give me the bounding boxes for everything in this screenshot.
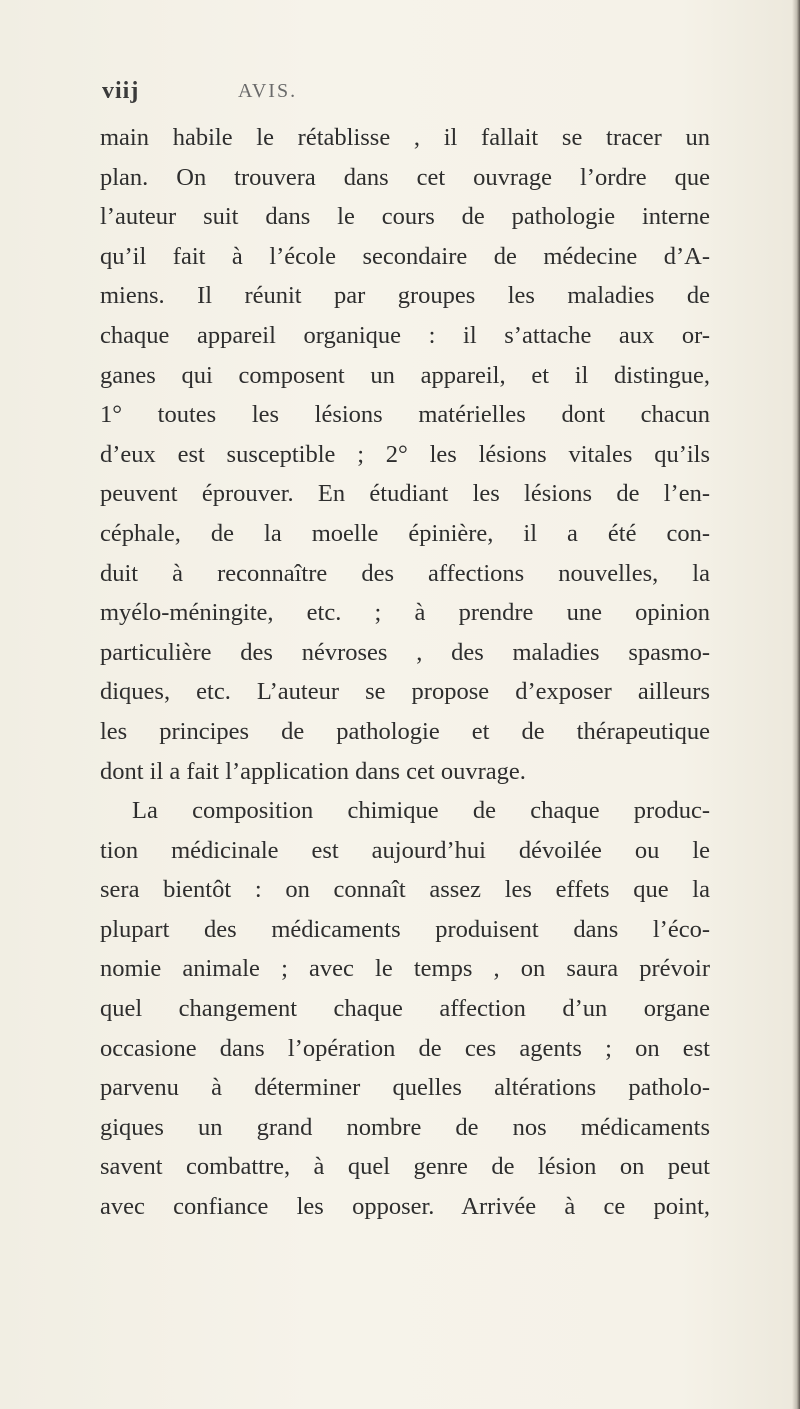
text-line: quel changement chaque affection d’un organe: [100, 995, 710, 1023]
text-line: myélo-méningite, etc. ; à prendre une opinion: [100, 599, 710, 627]
text-line: giques un grand nombre de nos médicaments: [100, 1113, 710, 1141]
text-line: particulière des névroses , des maladies spasmo-: [100, 638, 710, 666]
text-line: chaque appareil organique : il s’attache aux or-: [100, 321, 710, 349]
running-head: AVIS.: [238, 80, 298, 102]
text-line: occasione dans l’opération de ces agents ; on est: [100, 1034, 710, 1062]
text-line-paragraph-start: La composition chimique de chaque produc-: [132, 797, 710, 825]
text-line: les principes de pathologie et de thérapeutique: [100, 717, 710, 745]
body-text: [100, 118, 710, 1227]
text-line: sera bientôt : on connaît assez les effets que la: [100, 876, 710, 904]
text-line: duit à reconnaître des affections nouvelles, la: [100, 559, 710, 587]
text-line: miens. Il réunit par groupes les maladies de: [100, 282, 710, 310]
text-line: avec confiance les opposer. Arrivée à ce point,: [100, 1193, 710, 1221]
page-header: [102, 78, 702, 108]
text-line: céphale, de la moelle épinière, il a été con-: [100, 519, 710, 547]
text-line: plan. On trouvera dans cet ouvrage l’ordre que: [100, 163, 710, 191]
text-line: d’eux est susceptible ; 2° les lésions vitales qu’ils: [100, 440, 710, 468]
text-line: parvenu à déterminer quelles altérations patholo-: [100, 1074, 710, 1102]
text-line: plupart des médicaments produisent dans l’éco-: [100, 915, 710, 943]
text-line: nomie animale ; avec le temps , on saura prévoir: [100, 955, 710, 983]
text-line: peuvent éprouver. En étudiant les lésions de l’en-: [100, 480, 710, 508]
page-number: viij: [102, 78, 140, 104]
text-line: qu’il fait à l’école secondaire de médecine d’A-: [100, 242, 710, 270]
text-line-paragraph-end: dont il a fait l’application dans cet ouvrage.: [100, 757, 526, 785]
text-line: l’auteur suit dans le cours de pathologie interne: [100, 203, 710, 231]
page-edge-shadow: [792, 0, 800, 1409]
text-line: tion médicinale est aujourd’hui dévoilée ou le: [100, 836, 710, 864]
text-line: ganes qui composent un appareil, et il distingue,: [100, 361, 710, 389]
text-line: main habile le rétablisse , il fallait se tracer un: [100, 124, 710, 151]
text-line: 1° toutes les lésions matérielles dont chacun: [100, 401, 710, 429]
text-line: diques, etc. L’auteur se propose d’exposer ailleurs: [100, 678, 710, 706]
text-line: savent combattre, à quel genre de lésion on peut: [100, 1153, 710, 1181]
